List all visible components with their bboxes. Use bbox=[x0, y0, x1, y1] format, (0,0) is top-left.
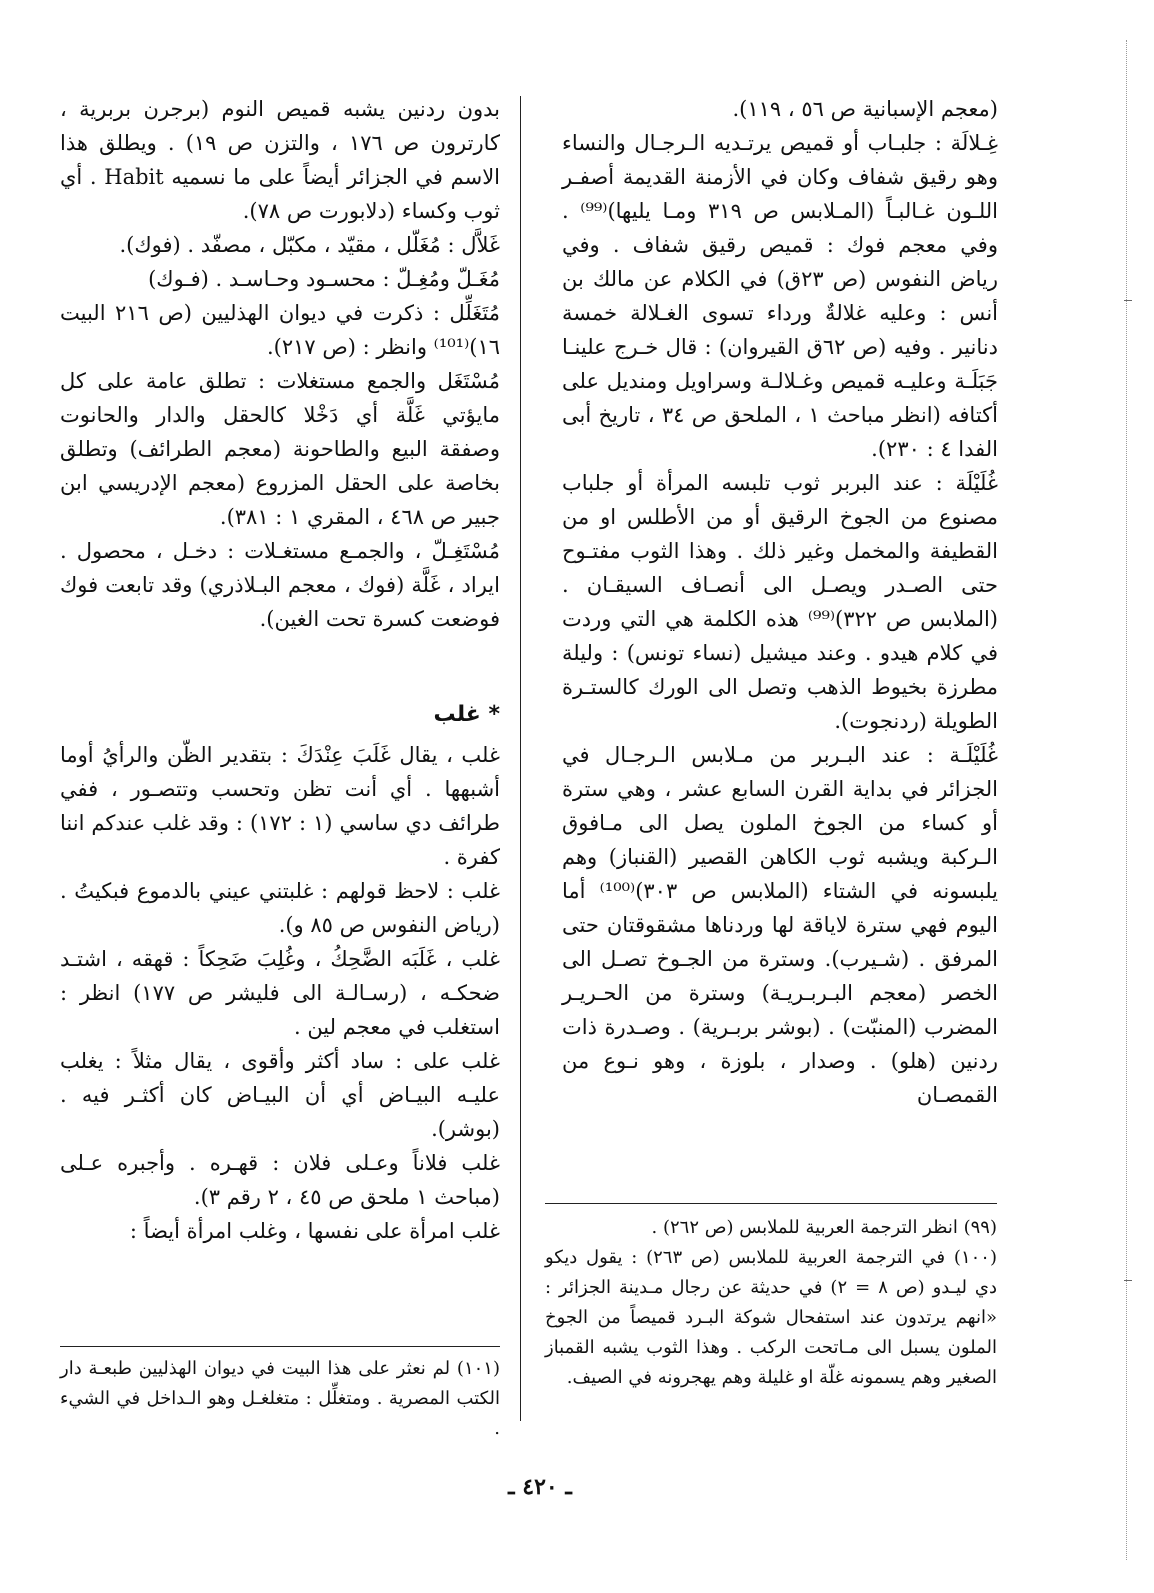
column-divider bbox=[520, 96, 521, 1421]
left-column bbox=[60, 92, 500, 1248]
footnotes-right bbox=[545, 1213, 997, 1393]
entry-ghulayla-women: غُلَيْلَة : عند البربر ثوب تلبسه المرأة أو جلباب مصنوع من الجوخ الرقيق أو من الأطلس او من القطيفة والمخمل وغير ذلك . وهذا الثوب مفتـوح حتى الصـدر ويصـل الى أنصـاف السيقـان . (الملابس ص ٣٢٢)⁽⁹⁹⁾ هذه الكلمة هي التي وردت في كلام هيدو . وعند ميشيل (نساء تونس) : وليلة مطرزة بخيوط الذهب وتصل الى الورك كالستـرة الطويلة (ردنجوت). bbox=[562, 471, 998, 733]
section-heading: * غلب bbox=[433, 702, 500, 727]
footnote-rule bbox=[60, 1346, 500, 1347]
entry-ghalab-1: غلب ، يقال غَلَبَ عِنْدَكَ : بتقدير الظّن والرأيُ أوما أشبهها . أي أنت تظن وتحسب وتتصـور ، ففي طرائف دي ساسي (١ : ١٧٢) : وقد غلب عندكم اننا كفرة . bbox=[60, 743, 500, 869]
footnote-99: (٩٩) انظر الترجمة العربية للملابس (ص ٢٦٢) . bbox=[651, 1217, 997, 1238]
entry-ghallal: غَلاَّل : مُغَلّل ، مقيّد ، مكبّل ، مصفّد . (فوك). bbox=[119, 233, 500, 257]
paragraph: (معجم الإسبانية ص ٥٦ ، ١١٩). bbox=[732, 97, 998, 121]
entry-mughall: مُغَـلّ ومُغِـلّ : محسـود وحـاسـد . (فـوك) bbox=[148, 267, 500, 291]
entry-ghalab-imraa: غلب امرأة على نفسها ، وغلب امرأة أيضاً : bbox=[129, 1219, 500, 1243]
footnote-100: (١٠٠) في الترجمة العربية للملابس (ص ٢٦٣) : يقول ديكو دي ليـدو (ص ٨ = ٢) في حديثة عن رجال مـدينة الجزائر : «انهم يرتدون عند استفحال شوكة البـرد قميصاً من الجوخ الملون يسبل الى مـاتحت الركب . وهذا الثوب يشبه القمباز الصغير وهم يسمونه غلّة او غليلة وهم يهجرونه في الصيف. bbox=[545, 1247, 998, 1388]
binding-margin bbox=[1126, 40, 1127, 1560]
footnote-101: (١٠١) لم نعثر على هذا البيت في ديوان الهذليين طبعـة دار الكتب المصرية . ومتغلِّل : متغلغـل وهو الـداخل في الشيء . bbox=[60, 1358, 500, 1439]
footnotes-left bbox=[60, 1354, 500, 1444]
entry-mutaghallil: مُتَغَلِّل : ذكرت في ديوان الهذليين (ص ٢١٦ البيت ١٦)⁽¹⁰¹⁾ وانظر : (ص ٢١٧). bbox=[60, 301, 501, 359]
margin-mark bbox=[1124, 1280, 1132, 1281]
right-column bbox=[562, 92, 998, 1112]
entry-ghalab-ala: غلب على : ساد أكثر وأقوى ، يقال مثلاً : يغلب عليـه البيـاض أي أن البيـاض كان أكثـر فيه . (بوشر). bbox=[60, 1049, 500, 1141]
footnote-rule bbox=[545, 1203, 997, 1204]
page-number: ـ ٤٢٠ ـ bbox=[508, 1474, 572, 1500]
entry-ghalab-2: غلب : لاحظ قولهم : غلبتني عيني بالدموع فبكيتُ . (رياض النفوس ص ٨٥ و). bbox=[60, 879, 500, 937]
entry-ghalab-fulan: غلب فلاناً وعـلى فلان : قهـره . وأجبره عـلى (مباحث ١ ملحق ص ٤٥ ، ٢ رقم ٣). bbox=[60, 1151, 500, 1209]
margin-mark bbox=[1124, 300, 1132, 301]
entry-ghalab-3: غلب ، غَلَبَه الضَّحِكُ ، وغُلِبَ ضَحِكاً : قهقه ، اشتـد ضحكـه ، (رسـالـة الى فليشر ص ١٧٧) انظر : استغلب في معجم لين . bbox=[60, 947, 500, 1039]
entry-ghilala: غِـلالَة : جلبـاب أو قميص يرتـديه الـرجـال والنساء وهو رقيق شفاف وكان في الأزمنة القديمة أصفـر اللـون غـالبـاً (المـلابس ص ٣١٩ ومـا يليها)⁽⁹⁹⁾ . وفي معجم فوك : قميص رقيق شفاف . وفي رياض النفوس (ص ٢٣ق) في الكلام عن مالك بن أنس : وعليه غلالةٌ ورداء تسوى الغـلالة خمسة دنانير . وفيه (ص ٦٢ق القيروان) : قال خـرج علينـا جَبَلَـة وعليـه قميص وغـلالـة وسراويل ومنديل على أكتافه (انظر مباحث ١ ، الملحق ص ٣٤ ، تاريخ أبى الفدا ٤ : ٢٣٠). bbox=[562, 131, 998, 461]
entry-mustaghill: مُسْتَغِـلّ ، والجمـع مستغـلات : دخـل ، محصول . ايراد ، غَلَّة (فوك ، معجم البـلاذري) وقد تابعت فوك فوضعت كسرة تحت الغين). bbox=[60, 539, 500, 631]
paragraph: بدون ردنين يشبه قميص النوم (برجرن بربرية ، كارترون ص ١٧٦ ، والتزن ص ١٩) . ويطلق هذا الاسم في الجزائر أيضاً على ما نسميه Habit . أي ثوب وكساء (دلابورت ص ٧٨). bbox=[60, 97, 500, 223]
entry-ghulayla-men: غُلَيْلَـة : عند البـربر من مـلابس الـرجـال في الجزائر في بداية القرن السابع عشر ، وهي سترة أو كساء من الجوخ الملون يصل الى مـافوق الـركبة ويشبه ثوب الكاهن القصير (القنباز) وهم يلبسونه في الشتاء (الملابس ص ٣٠٣)⁽¹⁰⁰⁾ أما اليوم فهي سترة لاياقة لها وردناها مشقوقتان حتى المرفق . (شـيرب). وسترة من الجـوخ تصـل الى الخصر (معجم البـربـريـة) وسترة من الحـريـر المضرب (المنبّت) . (بوشر بربـرية) . وصـدرة ذات ردنين (هلو) . وصدار ، بلوزة ، وهو نـوع من القمصـان bbox=[562, 743, 998, 1107]
entry-mustaghal: مُسْتَغَل والجمع مستغلات : تطلق عامة على كل مايؤتي غَلَّة أي دَخْلا كالحقل والدار والحانوت وصفقة البيع والطاحونة (معجم الطرائف) وتطلق بخاصة على الحقل المزروع (معجم الإدريسي ابن جبير ص ٤٦٨ ، المقري ١ : ٣٨١). bbox=[60, 369, 500, 529]
